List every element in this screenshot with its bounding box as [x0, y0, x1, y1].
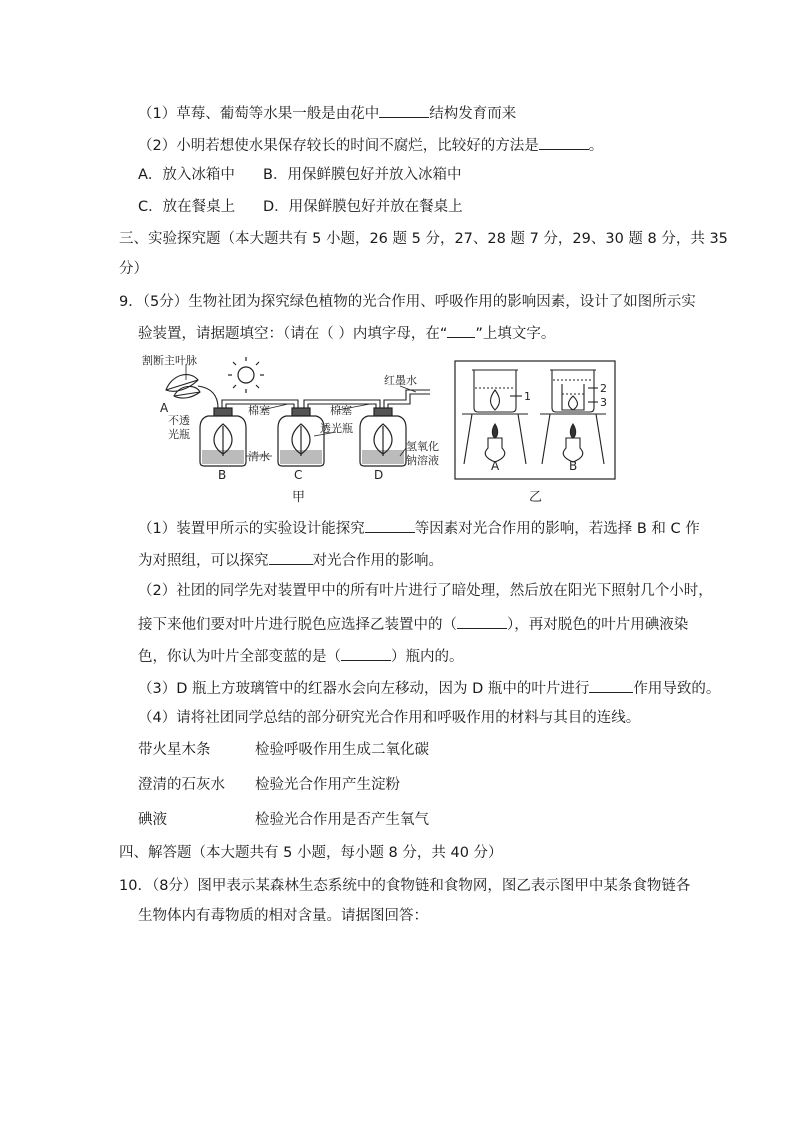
- q9-sub1: [138, 517, 700, 539]
- q9-sub3: [138, 677, 720, 699]
- q9-sub2-text-d: ）瓶内的。: [391, 649, 464, 665]
- label-opaque-1: 不透: [168, 414, 190, 427]
- q9-sub2-text-a: 接下来他们要对叶片进行脱色应选择乙装置中的（: [138, 617, 457, 633]
- apparatus-a: [462, 370, 528, 464]
- answer-blank[interactable]: [269, 549, 313, 565]
- q8-sub2-text: （2）小明若想使水果保存较长的时间不腐烂，比较好的方法是: [138, 138, 539, 154]
- label-naoh-1: 氢氧化: [406, 440, 439, 453]
- label-num-1: 1: [524, 390, 531, 403]
- answer-blank[interactable]: [539, 134, 589, 150]
- label-bottle-c: C: [294, 468, 303, 482]
- label-bottle-d: D: [374, 468, 384, 482]
- match-material-1[interactable]: 带火星木条: [138, 742, 211, 758]
- figure-yi: [452, 358, 620, 506]
- q9-sub2-line1: （2）社团的同学先对装置甲中的所有叶片进行了暗处理，然后放在阳光下照射几个小时，: [138, 583, 713, 599]
- match-purpose-3[interactable]: 检验光合作用是否产生氧气: [255, 812, 429, 828]
- bottle-b: [200, 408, 246, 466]
- q9-sub1-cont: [138, 549, 443, 571]
- label-leaf-a: A: [160, 401, 169, 415]
- leaf-a-icon: [166, 375, 200, 399]
- answer-blank[interactable]: [379, 102, 429, 118]
- q8-sub1: [138, 102, 516, 124]
- q9-stem: 9．（5分）生物社团为探究绿色植物的光合作用、呼吸作用的影响因素，设计了如图所示实: [119, 294, 696, 310]
- label-num-3: 3: [600, 396, 607, 409]
- q10-stem: 10．（8分）图甲表示某森林生态系统中的食物链和食物网，图乙表示图甲中某条食物链各: [119, 878, 691, 894]
- inline-blank: [447, 322, 475, 338]
- q9-sub1-text-d: 对光合作用的影响。: [312, 553, 443, 569]
- match-material-3[interactable]: 碘液: [138, 812, 167, 828]
- stem-line: [198, 386, 218, 408]
- section-3-heading-cont: 分）: [119, 261, 148, 277]
- q9-sub4: （4）请将社团同学总结的部分研究光合作用和呼吸作用的材料与其目的连线。: [138, 710, 641, 726]
- answer-blank[interactable]: [457, 613, 507, 629]
- q9-sub2-text-c: 色，你认为叶片全部变蓝的是（: [138, 649, 341, 665]
- q8-sub1-text-end: 结构发育而来: [429, 106, 517, 122]
- q8-sub2: [138, 134, 603, 156]
- label-cut-vein: 割断主叶脉: [142, 354, 197, 367]
- label-red-ink: 红墨水: [384, 374, 417, 387]
- q8-sub1-text: （1）草莓、葡萄等水果一般是由花中: [138, 106, 380, 122]
- label-water: 清水: [248, 450, 270, 463]
- q9-stem-cont: [138, 322, 555, 344]
- sun-icon: [228, 357, 264, 393]
- q8-option-b: B．用保鲜膜包好并放入冰箱中: [263, 167, 462, 183]
- q8-sub2-end: 。: [588, 138, 604, 154]
- q9-sub3-text: （3）D 瓶上方玻璃管中的红器水会向左移动，因为 D 瓶中的叶片进行: [138, 681, 590, 697]
- q9-sub1-text-c: 为对照组，可以探究: [138, 553, 269, 569]
- q9-sub1-text-b: 等因素对光合作用的影响，若选择 B 和 C 作: [414, 521, 700, 537]
- label-naoh-2: 钠溶液: [406, 454, 439, 467]
- label-cotton-1: 棉塞: [248, 404, 270, 417]
- q9-stem-text-end: ”上填文字。: [475, 326, 556, 342]
- label-opaque-2: 光瓶: [168, 428, 190, 441]
- q9-sub3-text-end: 作用导致的。: [633, 681, 721, 697]
- label-bottle-b: B: [218, 468, 227, 482]
- bottle-c: [278, 408, 324, 466]
- label-num-2: 2: [600, 382, 607, 395]
- section-4-heading: 四、解答题（本大题共有 5 小题，每小题 8 分，共 40 分）: [119, 845, 503, 861]
- q9-sub1-text: （1）装置甲所示的实验设计能探究: [138, 521, 365, 537]
- bottle-d: [360, 408, 406, 466]
- figure-yi-frame: [455, 361, 615, 479]
- q8-option-c: C．放在餐桌上: [138, 199, 236, 215]
- match-purpose-1[interactable]: 检验呼吸作用生成二氧化碳: [255, 742, 429, 758]
- match-material-2[interactable]: 澄清的石灰水: [138, 777, 225, 793]
- caption-yi: 乙: [529, 490, 543, 505]
- figure-jia: [138, 352, 448, 504]
- answer-blank[interactable]: [365, 517, 415, 533]
- q9-sub2-text-b: ），再对脱色的叶片用碘液染: [507, 617, 689, 633]
- q9-sub2-line3: [138, 645, 464, 667]
- label-clear-bottle: 透光瓶: [320, 422, 353, 435]
- q8-option-a: A．放入冰箱中: [138, 167, 235, 183]
- q8-option-d: D．用保鲜膜包好并放在餐桌上: [263, 199, 463, 215]
- section-3-heading: 三、实验探究题（本大题共有 5 小题，26 题 5 分，27、28 题 7 分，29、30 题 8 分，共 35: [119, 231, 728, 247]
- caption-jia: 甲: [292, 490, 306, 504]
- apparatus-b: [540, 370, 606, 464]
- q9-stem-text: 验装置，请据题填空：（请在（ ）内填字母，在“: [138, 326, 448, 342]
- label-apparatus-b: B: [569, 459, 578, 473]
- answer-blank[interactable]: [341, 645, 391, 661]
- q9-sub2-line2: [138, 613, 688, 635]
- label-cotton-2: 棉塞: [330, 404, 352, 417]
- answer-blank[interactable]: [589, 677, 633, 693]
- match-purpose-2[interactable]: 检验光合作用产生淀粉: [255, 777, 400, 793]
- q10-stem-cont: 生物体内有毒物质的相对含量。请据图回答：: [138, 908, 428, 924]
- label-apparatus-a: A: [491, 459, 500, 473]
